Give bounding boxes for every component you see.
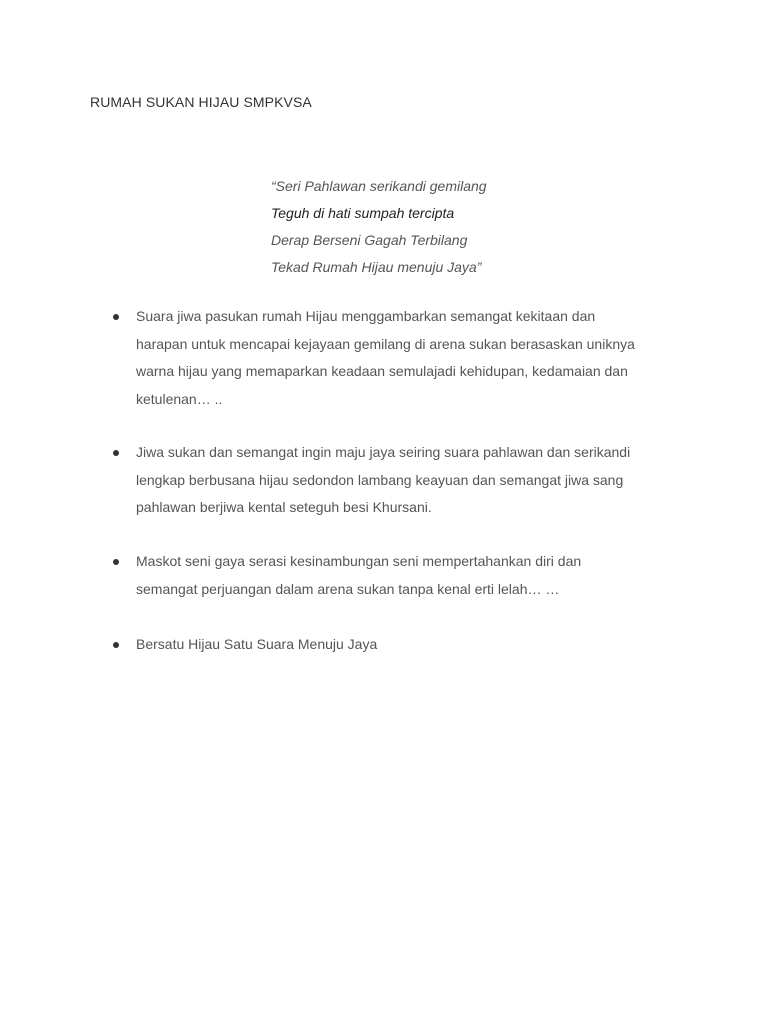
poem-stanza xyxy=(271,173,487,281)
document-title: RUMAH SUKAN HIJAU SMPKVSA xyxy=(90,94,312,110)
list-item-line: pahlawan berjiwa kental seteguh besi Khursani. xyxy=(136,499,432,515)
list-item-line: warna hijau yang memaparkan keadaan semulajadi kehidupan, kedamaian dan xyxy=(136,363,628,379)
list-item-text xyxy=(136,548,681,603)
list-item-line: Bersatu Hijau Satu Suara Menuju Jaya xyxy=(136,636,378,652)
poem-line: “Seri Pahlawan serikandi gemilang xyxy=(271,178,487,194)
list-item-line: Suara jiwa pasukan rumah Hijau menggambarkan semangat kekitaan dan xyxy=(136,308,596,324)
list-item-text xyxy=(136,439,681,522)
bullet-icon xyxy=(113,642,119,648)
list-item-text xyxy=(136,631,681,659)
list-item-line: Maskot seni gaya serasi kesinambungan seni mempertahankan diri dan xyxy=(136,553,582,569)
list-item-line: ketulenan… .. xyxy=(136,390,223,407)
bullet-icon xyxy=(113,559,119,565)
poem-line: Tekad Rumah Hijau menuju Jaya” xyxy=(271,259,482,275)
bullet-icon xyxy=(113,450,119,456)
poem-line: Teguh di hati sumpah tercipta xyxy=(271,205,455,221)
list-item-text xyxy=(136,303,681,413)
bullet-icon xyxy=(113,314,119,320)
list-item-line: lengkap berbusana hijau sedondon lambang keayuan dan semangat jiwa sang xyxy=(136,471,624,488)
list-item-line: harapan untuk mencapai kejayaan gemilang di arena sukan berasaskan uniknya xyxy=(136,335,635,352)
list-item-line: Jiwa sukan dan semangat ingin maju jaya seiring suara pahlawan dan serikandi xyxy=(136,444,631,460)
list-item-line: semangat perjuangan dalam arena sukan tanpa kenal erti lelah… … xyxy=(136,580,560,597)
poem-line: Derap Berseni Gagah Terbilang xyxy=(271,232,468,248)
